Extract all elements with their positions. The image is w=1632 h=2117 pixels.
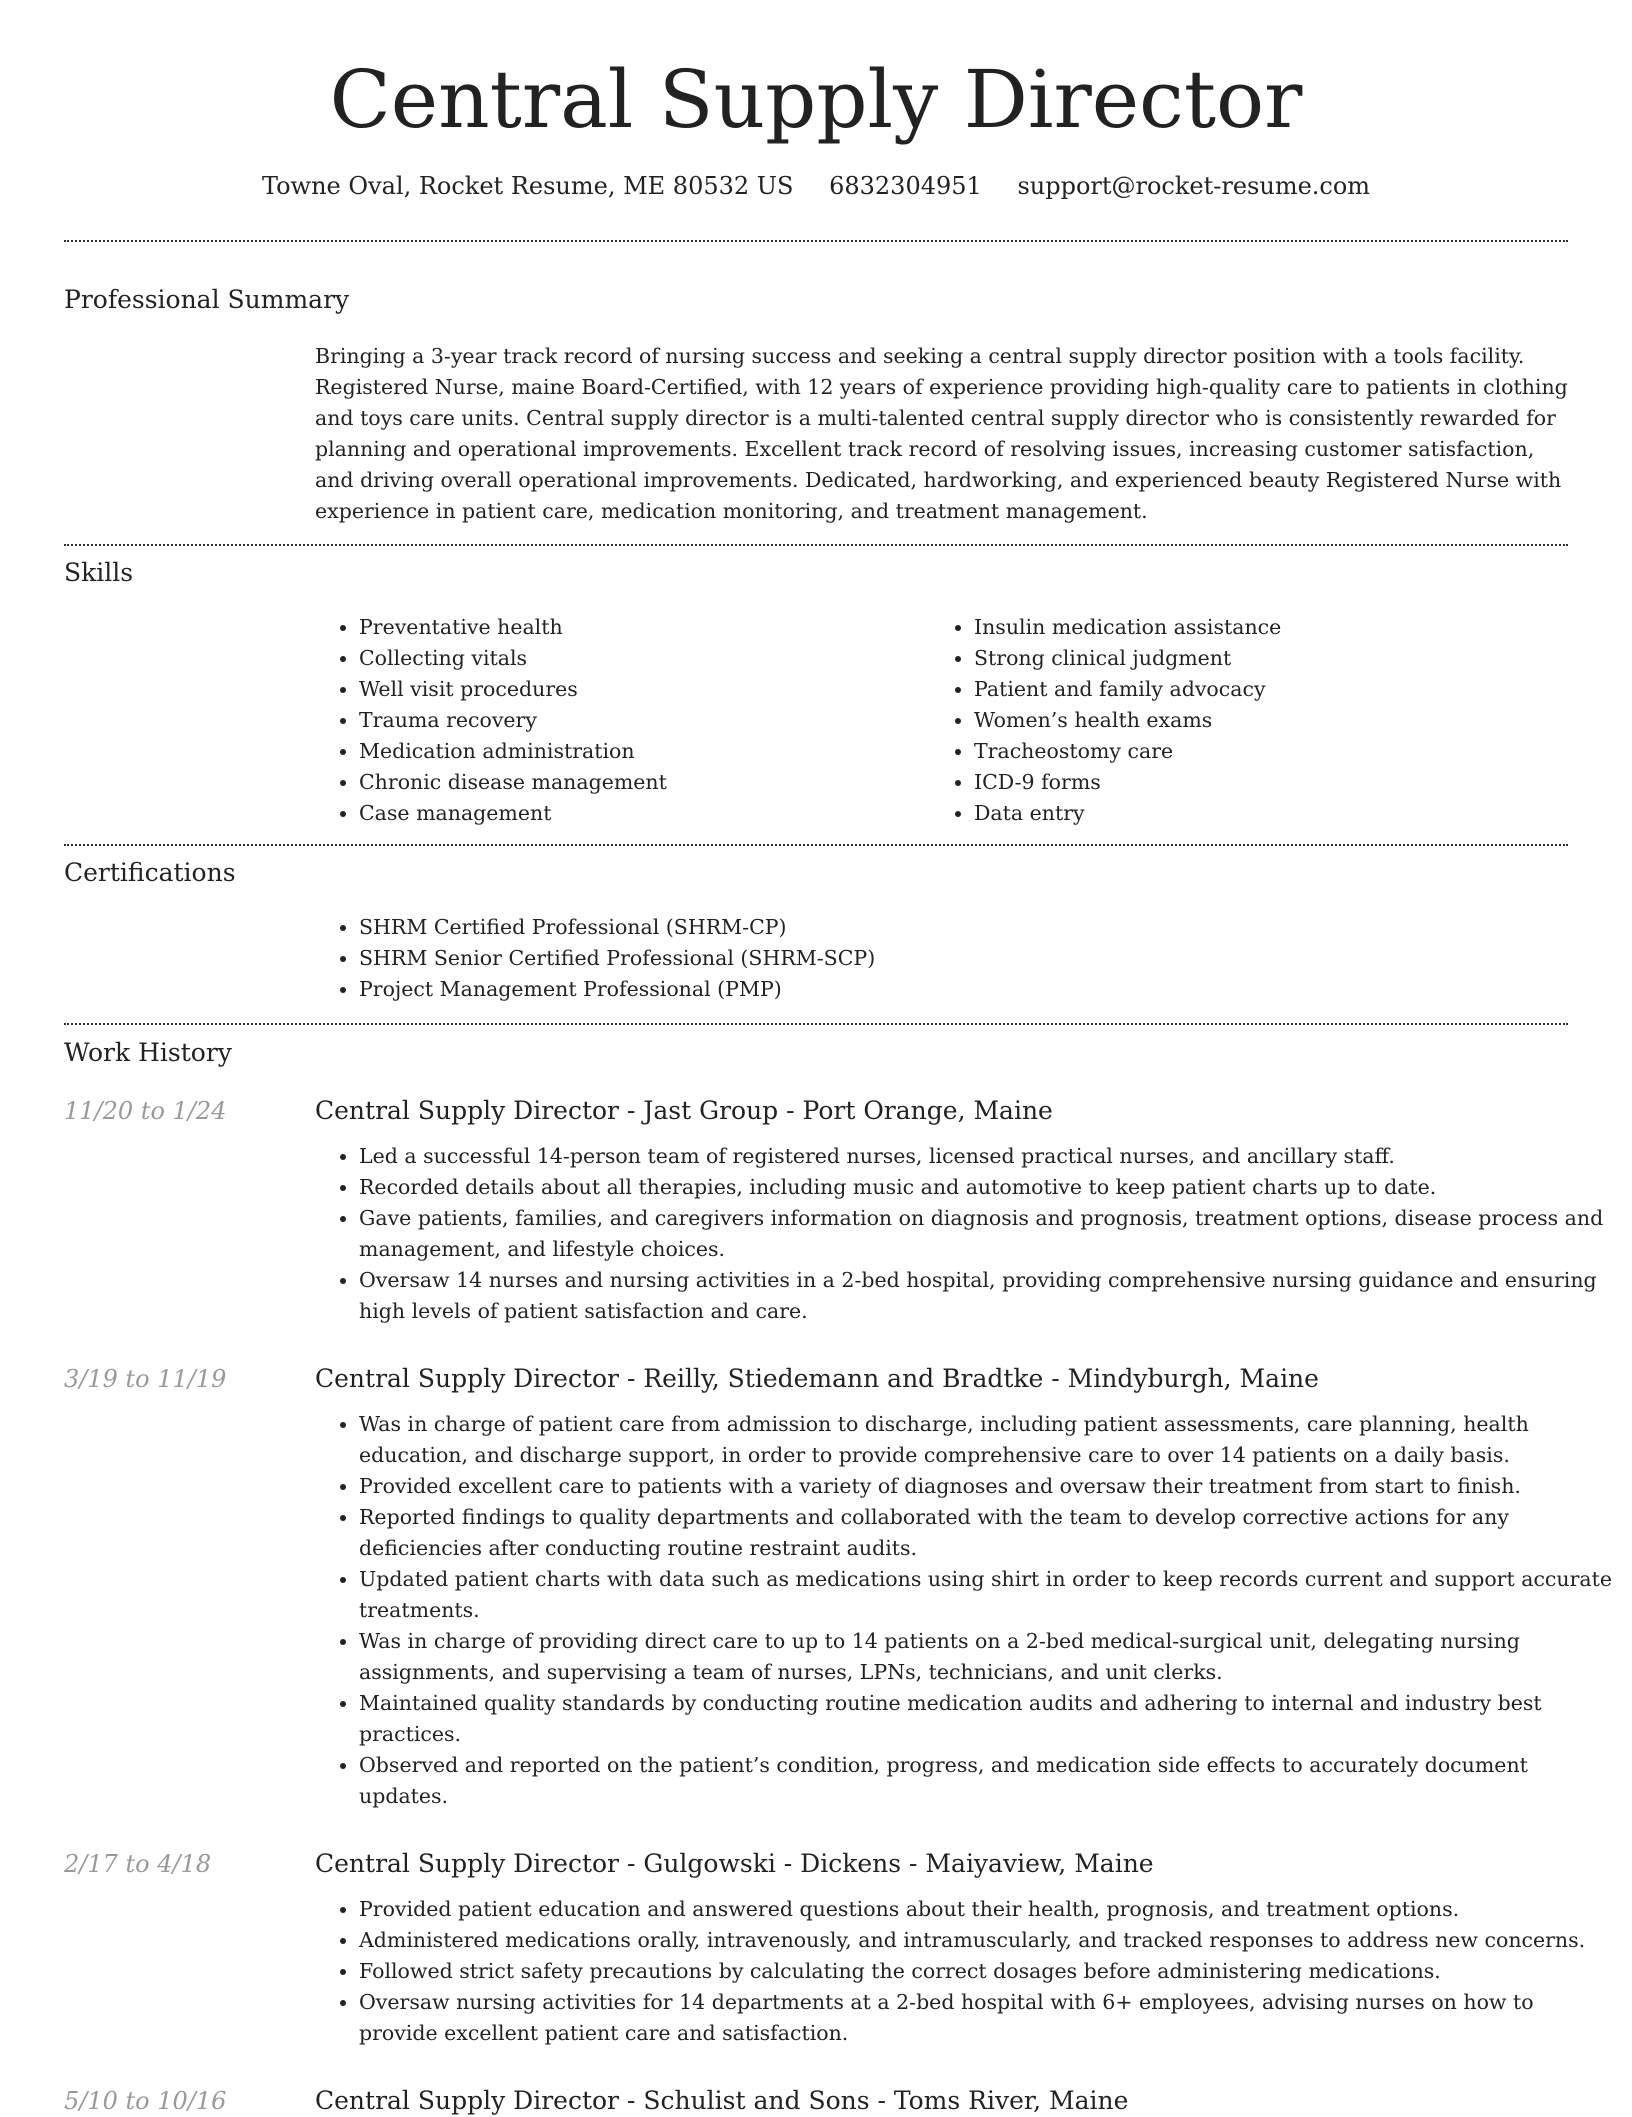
job-bullet: • Administered medications orally, intravenously, and intramuscularly, and tracked responses to address new concerns. (359, 1925, 1614, 1956)
certifications-list (315, 912, 1359, 1005)
skill-item: • Preventative health (359, 612, 919, 643)
certification-item: • SHRM Certified Professional (SHRM-CP) (359, 912, 1359, 943)
job-bullet: • Oversaw 14 nurses and nursing activities in a 2-bed hospital, providing comprehensive nursing guidance and ensuring high levels of patient satisfaction and care. (359, 1265, 1614, 1327)
contact-line (0, 170, 1632, 202)
skills-list-left (315, 612, 919, 829)
work-history-heading: Work History (64, 1038, 232, 1067)
section-divider (64, 240, 1568, 242)
skill-item: • Data entry (974, 798, 1614, 829)
skill-item: • Collecting vitals (359, 643, 919, 674)
job-bullet: • Was in charge of providing direct care to up to 14 patients on a 2-bed medical-surgical unit, delegating nursing assignments, and supervising a team of nurses, LPNs, technicians, and unit clerks. (359, 1626, 1614, 1688)
job-dates: 2/17 to 4/18 (64, 1850, 212, 1878)
job-bullets (315, 1141, 1614, 1327)
skills-heading: Skills (64, 558, 134, 587)
candidate-name: Central Supply Director (329, 53, 1303, 146)
job-bullet: • Oversaw nursing activities for 14 departments at a 2-bed hospital with 6+ employees, advising nurses on how to provide excellent patient care and satisfaction. (359, 1987, 1614, 2049)
summary-heading: Professional Summary (64, 285, 350, 314)
skill-item: • Trauma recovery (359, 705, 919, 736)
skill-item: • Tracheostomy care (974, 736, 1614, 767)
job-title: Central Supply Director - Schulist and Sons - Toms River, Maine (315, 2086, 1129, 2115)
summary-text: Bringing a 3-year track record of nursing success and seeking a central supply director position with a tools facility. Registered Nurse, maine Board-Certified, with 12 years of experience providing high-quality care to patients in clothing and toys care units. Central supply director is a multi-talented central supply director who is consistently rewarded for planning and operational improvements. Excellent track record of resolving issues, increasing customer satisfaction, and driving overall operational improvements. Dedicated, hardworking, and experienced beauty Registered Nurse with experience in patient care, medication monitoring, and treatment management. (315, 344, 1568, 523)
job-bullets (315, 1409, 1614, 1812)
job-bullet: • Led a successful 14-person team of registered nurses, licensed practical nurses, and ancillary staff. (359, 1141, 1614, 1172)
section-divider (64, 1023, 1568, 1025)
job-bullet: • Gave patients, families, and caregivers information on diagnosis and prognosis, treatment options, disease process and management, and lifestyle choices. (359, 1203, 1614, 1265)
certifications-heading: Certifications (64, 858, 236, 887)
job-bullet: • Recorded details about all therapies, including music and automotive to keep patient charts up to date. (359, 1172, 1614, 1203)
skill-item: • Case management (359, 798, 919, 829)
contact-address: Towne Oval, Rocket Resume, ME 80532 US (261, 172, 794, 200)
job-dates: 5/10 to 10/16 (64, 2087, 227, 2115)
job-title: Central Supply Director - Gulgowski - Dickens - Maiyaview, Maine (315, 1849, 1154, 1878)
job-bullet: • Provided excellent care to patients with a variety of diagnoses and oversaw their treatment from start to finish. (359, 1471, 1614, 1502)
job-bullet: • Maintained quality standards by conducting routine medication audits and adhering to internal and industry best practices. (359, 1688, 1614, 1750)
skill-item: • Chronic disease management (359, 767, 919, 798)
skill-item: • Patient and family advocacy (974, 674, 1614, 705)
skill-item: • Well visit procedures (359, 674, 919, 705)
job-dates: 3/19 to 11/19 (64, 1365, 227, 1393)
certification-item: • SHRM Senior Certified Professional (SHRM-SCP) (359, 943, 1359, 974)
job-bullet: • Was in charge of patient care from admission to discharge, including patient assessments, care planning, health education, and discharge support, in order to provide comprehensive care to over 14 patients on a daily basis. (359, 1409, 1614, 1471)
job-bullet: • Provided patient education and answered questions about their health, prognosis, and treatment options. (359, 1894, 1614, 1925)
job-dates: 11/20 to 1/24 (64, 1097, 227, 1125)
job-bullets (315, 1894, 1614, 2049)
job-bullet: • Followed strict safety precautions by calculating the correct dosages before administering medications. (359, 1956, 1614, 1987)
skill-item: • Insulin medication assistance (974, 612, 1614, 643)
contact-email: support@rocket-resume.com (1017, 172, 1371, 200)
section-divider (64, 544, 1568, 546)
skills-list-right (930, 612, 1614, 829)
job-bullet: • Observed and reported on the patient’s condition, progress, and medication side effects to accurately document updates. (359, 1750, 1614, 1812)
skill-item: • Strong clinical judgment (974, 643, 1614, 674)
contact-phone: 6832304951 (829, 172, 982, 200)
job-bullet: • Reported findings to quality departments and collaborated with the team to develop corrective actions for any deficiencies after conducting routine restraint audits. (359, 1502, 1614, 1564)
skill-item: • Medication administration (359, 736, 919, 767)
certification-item: • Project Management Professional (PMP) (359, 974, 1359, 1005)
skill-item: • ICD-9 forms (974, 767, 1614, 798)
job-title: Central Supply Director - Jast Group - Port Orange, Maine (315, 1096, 1053, 1125)
job-bullet: • Updated patient charts with data such as medications using shirt in order to keep records current and support accurate treatments. (359, 1564, 1614, 1626)
skill-item: • Women’s health exams (974, 705, 1614, 736)
job-title: Central Supply Director - Reilly, Stiedemann and Bradtke - Mindyburgh, Maine (315, 1364, 1319, 1393)
section-divider (64, 844, 1568, 846)
